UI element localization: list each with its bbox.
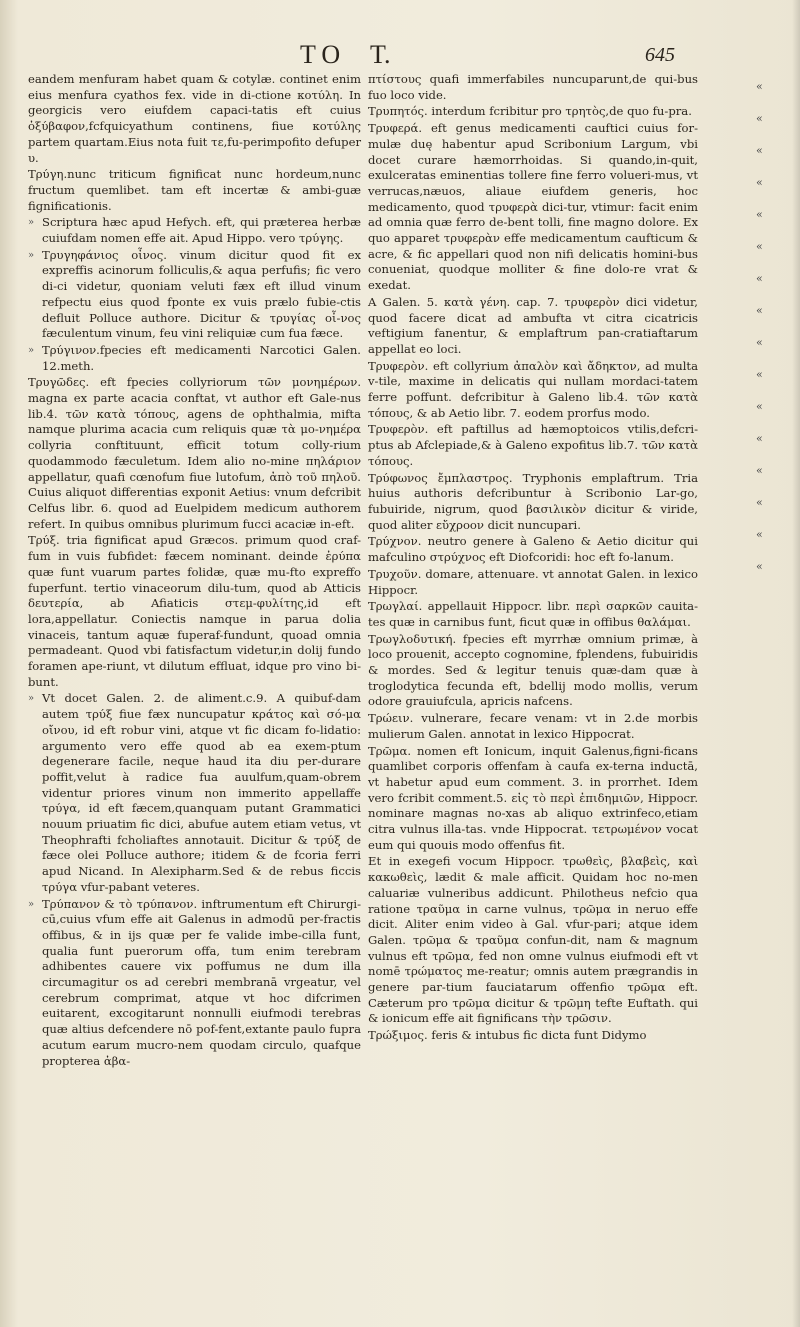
dictionary-entry: Τρυφερὸν. eft paftillus ad hæmoptoicos vtilis,defcri-ptus ab Afclepiade,& à Galeno expofitus lib.7. τῶν κατὰ τόπους. <box>368 422 698 468</box>
dictionary-entry: Et in exegefi vocum Hippocr. τρωθεὶς, βλαβεὶς, καὶ κακωθεὶς, lædit & male afficit. Quidam hoc no-men caluariæ vulneribus addicunt. Philotheus nefcio qua ratione τραῦμα in carne vulnus, τρῶμα in neruo effe dicit. Aliter enim video à Gal. vfur-pari; atque idem Galen. τρῶμα & τραῦμα confun-dit, nam & magnum vulnus eft τρῶμα, fed non omne vulnus eiufmodi eft vt nomē τρώματος me-reatur; omnis autem prægrandis in genere par-tium fauciatarum offenfio τρῶμα eft. Cæterum pro τρῶμα dicitur & τρῶμη tefte Euftath. qui & ionicum effe ait fignificans τὴν τρῶσιν. <box>368 854 698 1026</box>
dictionary-entry: eandem menfuram habet quam & cotylæ. continet enim eius menfura cyathos fex. vide in di-ctione κοτύλη. In georgicis vero eiufdem capaci-tatis eft cuius ὀξύβαφον,fcfquicyathum continens, fiue κοτύλης partem quartam.Eius nota fuit τε,fu-perimpofito defuper υ. <box>28 72 361 165</box>
dictionary-entry: » Τρύγινον.fpecies eft medicamenti Narcotici Galen. 12.meth. <box>28 343 361 374</box>
margin-quote-mark: « <box>756 240 763 253</box>
margin-quote-mark: « <box>756 528 763 541</box>
margin-quote-mark: « <box>756 80 763 93</box>
dictionary-entry: Τρύγη.nunc triticum fignificat nunc hordeum,nunc fructum quemlibet. tam eft incertæ & ambi-guæ fignificationis. <box>28 167 361 213</box>
page-number: 645 <box>645 44 675 66</box>
right-margin-marks <box>756 80 780 880</box>
running-head-left: TO <box>300 40 347 69</box>
margin-quote-mark: « <box>756 400 763 413</box>
running-head <box>0 40 800 70</box>
dictionary-entry: Τρυφερά. eft genus medicamenti cauftici cuius for-mulæ duę habentur apud Scribonium Largum, vbi docet curare hæmorrhoidas. Si quando,in-quit, exulceratas eminentias tollere fine ferro volueri-mus, vt verrucas,næuos, aliaue eiufdem generis, hoc medicamento, quod τρυφερὰ dici-tur, vtimur: facit enim ad omnia quæ ferro de-bent tolli, fine magno dolore. Ex quo apparet τρυφερὰν effe medicamentum caufticum & acre, & fic appellari quod non nifi delicatis homini-bus conueniat, quodque molliter & fine dolo-re vrat & exedat. <box>368 121 698 293</box>
right-text-column <box>368 72 698 1045</box>
dictionary-entry: Τρῶμα. nomen eft Ionicum, inquit Galenus,figni-ficans quamlibet corporis offenfam à caufa ex-terna inductā, vt habetur apud eum comment. 3. in prorrhet. Idem vero fcribit comment.5. εἰς τὸ περὶ ἐπιδημιῶν, Hippocr. nominare magnas no-xas ab aliquo extrinfeco,etiam citra vulnus illa-tas. vnde Hippocrat. τετρωμένον vocat eum qui quouis modo offenfus fit. <box>368 743 698 852</box>
dictionary-entry: Τρυγῶδες. eft fpecies collyriorum τῶν μονημέρων. magna ex parte acacia conftat, vt author eft Gale-nus lib.4. τῶν κατὰ τόπους, agens de ophthalmia, mifta namque plurima acacia cum reliquis quæ τὰ μο-νημέρα collyria conftituunt, efficit totum colly-rium quodammodo fæculetum. Idem alio no-mine πηλάριον appellatur, quafi cœnofum fiue lutofum, ἀπὸ τοῦ πηλοῦ. Cuius aliquot differentias exponit Aetius: vnum defcribit Celfus libr. 6. quod ad Euelpidem medicum authorem refert. In quibus omnibus plurimum fucci acaciæ in-eft. <box>28 375 361 531</box>
dictionary-entry: » Τρυγηφάνιος οἶνος. vinum dicitur quod fit ex expreffis acinorum folliculis,& aqua perfufis; fic vero di-ci videtur, quoniam veluti fæx eft illud vinum refpectu eius quod fponte ex vuis prælo fubie-ctis defluit Polluce authore. Dicitur & τρυγίας οἶ-νος fæculentum vinum, feu vini reliquiæ cum fua fæce. <box>28 248 361 342</box>
margin-quote-mark: « <box>756 112 763 125</box>
dictionary-entry: Τρύχνον. neutro genere à Galeno & Aetio dicitur qui mafculino στρύχνος eft Diofcoridi: hoc eft fo-lanum. <box>368 534 698 565</box>
margin-quote-mark: « <box>756 144 763 157</box>
left-text-column <box>28 72 361 1070</box>
margin-quote-mark: « <box>756 464 763 477</box>
margin-quote-mark: « <box>756 432 763 445</box>
dictionary-entry: Τρώξιμος. feris & intubus fic dicta funt Didymo <box>368 1028 647 1043</box>
margin-quote-mark: « <box>756 368 763 381</box>
dictionary-entry: πτίστους quafi immerfabiles nuncuparunt,de qui-bus fuo loco vide. <box>368 72 698 102</box>
margin-quote-mark: « <box>756 208 763 221</box>
margin-quote-mark: « <box>756 176 763 189</box>
page-edge-shadow <box>792 0 800 1327</box>
dictionary-entry: » Scriptura hæc apud Hefych. eft, qui præterea herbæ cuiufdam nomen effe ait. Apud Hippo. vero τρύγης. <box>28 215 361 246</box>
dictionary-entry: A Galen. 5. κατὰ γένη. cap. 7. τρυφερὸν dici videtur, quod facere dicat ad ambufta vt citra cicatricis veftigium fanentur, & emplaftrum pan-cratiaftarum appellat eo loci. <box>368 294 698 356</box>
running-head-right: T. <box>370 40 391 69</box>
dictionary-entry: Τρύξ. tria fignificat apud Græcos. primum quod craf-fum in vuis fubfidet: fæcem nominant. deinde ἐρύπα quæ funt vuarum partes folidæ, quæ mu-fto expreffo fuperfunt. tertio vinaceorum dilu-tum, quod ab Atticis δευτερία, ab Afiaticis στεμ-φυλίτης,id eft lora,appellatur. Coniectis namque in parua dolia vinaceis, tantum aquæ fuperaf-fundunt, quoad omnia permadeant. Quod vbi fatisfactum videtur,in dolij fundo foramen ape-riunt, vt dilutum effluat, idque pro vino bi-bunt. <box>28 533 361 689</box>
dictionary-entry: Τρύφωνος ἔμπλαστρος. Tryphonis emplaftrum. Tria huius authoris defcribuntur à Scribonio Lar-go, fubuiride, nigrum, quod βασιλικὸν dicitur & viride, quod aliter εὔχροον dicit nuncupari. <box>368 470 698 532</box>
margin-quote-mark: « <box>756 304 763 317</box>
dictionary-entry: Τρώειν. vulnerare, fecare venam: vt in 2.de morbis mulierum Galen. annotat in lexico Hippocrat. <box>368 711 698 741</box>
margin-quote-mark: « <box>756 272 763 285</box>
dictionary-entry: Τρυφερὸν. eft collyrium ἀπαλὸν καὶ ἄδηκτον, ad multa v-tile, maxime in delicatis qui nullam mordaci-tatem ferre poffunt. defcribitur à Galeno lib.4. τῶν κατὰ τόπους, & ab Aetio libr. 7. eodem prorfus modo. <box>368 358 698 420</box>
dictionary-entry: Τρυπητός. interdum fcribitur pro τρητὸς,de quo fu-pra. <box>368 104 692 119</box>
dictionary-entry: » Vt docet Galen. 2. de aliment.c.9. A quibuf-dam autem τρύξ fiue fæx nuncupatur κράτος καὶ σό-μα οἴνου, id eft robur vini, atque vt fic dicam fo-lidatio: argumento vero effe quod ab ea exem-ptum degenerare facile, neque haud ita diu per-durare poffit,velut à radice fua auulfum,quam-obrem videntur priores vinum non immerito appellaffe τρύγα, id eft fæcem,quanquam putant Grammatici nouum priuatim fic dici, abufue autem etiam vetus, vt Theophrafti fcholiaftes annotauit. Dicitur & τρύξ de fæce olei Polluce authore; itidem & de fcoria ferri apud Nicand. In Alexipharm.Sed & de rebus ficcis τρύγα vfur-pabant veteres. <box>28 691 361 895</box>
margin-quote-mark: « <box>756 496 763 509</box>
dictionary-entry: » Τρύπανον & τὸ τρύπανον. inftrumentum eft Chirurgi-cū,cuius vfum effe ait Galenus in admodū per-fractis offibus, & in ijs quæ per fe valide imbe-cilla funt, qualia funt puerorum offa, tum enim terebram adhibentes cauere vix poffumus ne dum illa circumagitur os ad cerebri membranā vrgeatur, vel cerebrum comprimat, atque vt hoc difcrimen euitarent, excogitarunt nonnulli eiufmodi terebras quæ altius defcendere nō pof-fent,extante paulo fupra acutum earum mucro-nem quodam circulo, quafque propterea ἀβα- <box>28 897 361 1070</box>
margin-quote-mark: « <box>756 336 763 349</box>
dictionary-entry: Τρωγλοδυτική. fpecies eft myrrhæ omnium primæ, à loco prouenit, accepto cognomine, fplendens, fubuiridis & mordes. Sed & legitur tenuis quæ-dam quæ à troglodytica fecunda eft, bdellij modo mollis, verum odore grauiufcula, apricis nafcens. <box>368 631 698 709</box>
dictionary-entry: Τρυχοῦν. domare, attenuare. vt annotat Galen. in lexico Hippocr. <box>368 566 698 597</box>
margin-quote-mark: « <box>756 560 763 573</box>
dictionary-entry: Τρωγλαί. appellauit Hippocr. libr. περὶ σαρκῶν cauita-tes quæ in carnibus funt, ficut quæ in offibus θαλάμαι. <box>368 599 698 629</box>
